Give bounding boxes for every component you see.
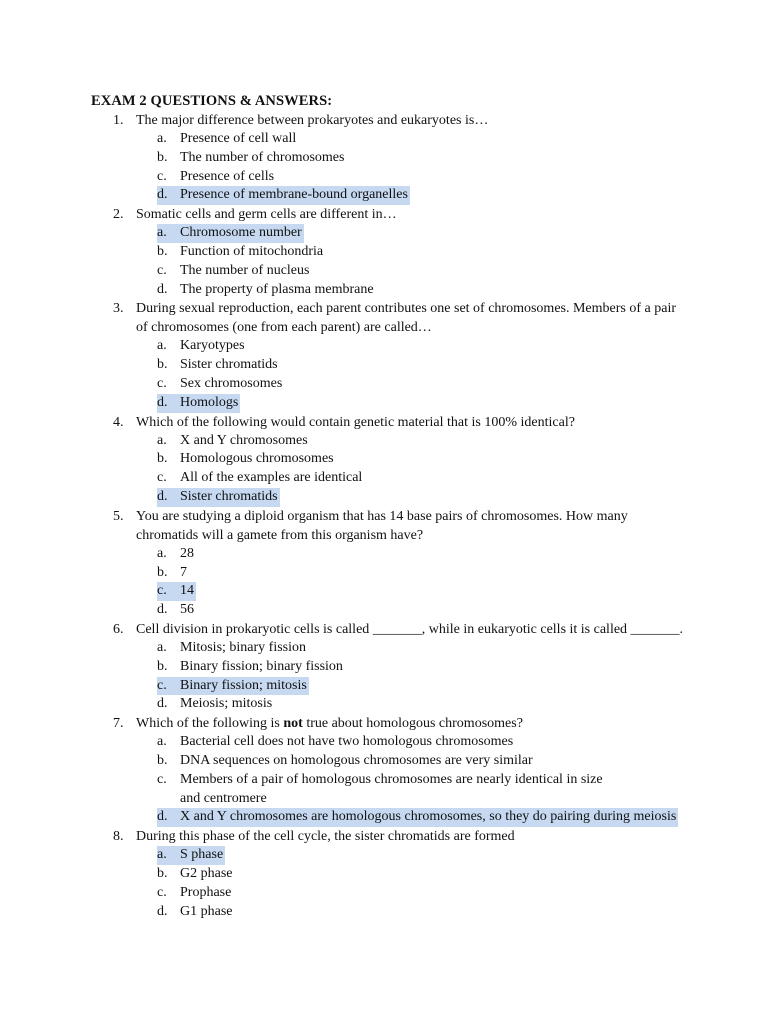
- option-letter: c.: [157, 470, 167, 486]
- option-a: [157, 733, 713, 752]
- option-letter: a.: [157, 225, 167, 241]
- option-d: [157, 903, 713, 922]
- question-number: 4.: [113, 414, 124, 430]
- option-text: The property of plasma membrane: [180, 281, 374, 297]
- question-4: [113, 413, 713, 507]
- option-b: [157, 149, 713, 168]
- option-text: Meiosis; mitosis: [180, 696, 273, 712]
- option-text: All of the examples are identical: [180, 470, 363, 486]
- option-letter: a.: [157, 639, 167, 655]
- option-letter: b.: [157, 451, 168, 467]
- option-letter: d.: [157, 903, 168, 919]
- option-list: [157, 337, 713, 412]
- question-text: Which of the following would contain genetic material that is 100% identical?: [136, 414, 575, 430]
- option-text: Sex chromosomes: [180, 375, 283, 391]
- option-list: [157, 432, 713, 507]
- question-number: 7.: [113, 716, 124, 732]
- option-a: [157, 130, 713, 149]
- option-a: [157, 639, 713, 658]
- question-number: 6.: [113, 621, 124, 637]
- option-text: Karyotypes: [180, 338, 245, 354]
- option-a: [157, 545, 713, 564]
- option-letter: a.: [157, 338, 167, 354]
- option-letter: d.: [157, 281, 168, 297]
- option-list: [157, 733, 713, 827]
- option-c-correct-answer: [157, 582, 713, 601]
- option-letter: d.: [157, 394, 168, 410]
- option-d-correct-answer: [157, 808, 713, 827]
- option-d-correct-answer: [157, 488, 713, 507]
- option-letter: a.: [157, 847, 167, 863]
- option-list: [157, 130, 713, 205]
- option-letter: b.: [157, 564, 168, 580]
- option-text: Presence of cell wall: [180, 131, 297, 146]
- option-letter: d.: [157, 696, 168, 712]
- question-text: The major difference between prokaryotes and eukaryotes is…: [136, 113, 489, 128]
- option-a: [157, 337, 713, 356]
- option-letter: b.: [157, 658, 168, 674]
- option-letter: a.: [157, 432, 167, 448]
- option-a-correct-answer: [157, 846, 713, 865]
- option-text: Homologs: [180, 394, 239, 410]
- question-text: Cell division in prokaryotic cells is called _______, while in eukaryotic cells it is called _______.: [136, 621, 684, 637]
- question-text: During this phase of the cell cycle, the sister chromatids are formed: [136, 829, 515, 845]
- question-text-emphasis: not: [283, 716, 303, 732]
- option-c: [157, 168, 713, 187]
- option-list: [157, 545, 713, 620]
- option-text: Sister chromatids: [180, 357, 278, 373]
- option-text: Sister chromatids: [180, 488, 278, 504]
- option-text: 7: [180, 564, 187, 580]
- option-text: Presence of cells: [180, 168, 275, 184]
- option-text: Function of mitochondria: [180, 243, 324, 259]
- question-2: [113, 205, 713, 299]
- question-text: You are studying a diploid organism that has 14 base pairs of chromosomes. How many chromatids will a gamete from this organism have?: [136, 508, 628, 543]
- question-number: 1.: [113, 113, 124, 128]
- question-number: 2.: [113, 207, 124, 223]
- question-list: [113, 111, 713, 921]
- option-list: [157, 846, 713, 921]
- question-3: [113, 299, 713, 412]
- option-a: [157, 432, 713, 451]
- option-letter: d.: [157, 602, 168, 618]
- question-text: [136, 714, 691, 733]
- option-text: Prophase: [180, 884, 232, 900]
- option-c-correct-answer: [157, 677, 713, 696]
- option-d: [157, 601, 713, 620]
- option-text: Binary fission; binary fission: [180, 658, 343, 674]
- option-letter: c.: [157, 677, 167, 693]
- option-b: [157, 865, 713, 884]
- option-letter: c.: [157, 583, 167, 599]
- option-letter: c.: [157, 771, 167, 787]
- question-text: During sexual reproduction, each parent contributes one set of chromosomes. Members of a pair of chromosomes (one from each parent) are called…: [136, 301, 676, 336]
- option-letter: a.: [157, 734, 167, 750]
- question-number: 5.: [113, 508, 124, 524]
- option-b: [157, 564, 713, 583]
- option-text: Homologous chromosomes: [180, 451, 334, 467]
- option-text: 28: [180, 545, 194, 561]
- option-text: Chromosome number: [180, 225, 302, 241]
- option-letter: b.: [157, 357, 168, 373]
- option-text: The number of chromosomes: [180, 149, 345, 165]
- question-text-part: Which of the following is: [136, 716, 284, 732]
- option-letter: d.: [157, 187, 168, 203]
- option-text: Members of a pair of homologous chromosomes are nearly identical in size and centromere: [180, 771, 603, 806]
- option-text: The number of nucleus: [180, 262, 310, 278]
- exam-heading: EXAM 2 QUESTIONS & ANSWERS:: [91, 93, 333, 109]
- question-number: 3.: [113, 301, 124, 317]
- option-list: [157, 639, 713, 714]
- option-letter: c.: [157, 375, 167, 391]
- option-letter: b.: [157, 243, 168, 259]
- option-text: X and Y chromosomes: [180, 432, 308, 448]
- option-text: Mitosis; binary fission: [180, 639, 307, 655]
- question-7: [113, 714, 713, 827]
- option-b: [157, 658, 713, 677]
- option-text: X and Y chromosomes are homologous chromosomes, so they do pairing during meiosis: [180, 809, 677, 825]
- question-text: Somatic cells and germ cells are different in…: [136, 207, 397, 223]
- option-letter: d.: [157, 488, 168, 504]
- question-8: [113, 827, 713, 921]
- option-text: G2 phase: [180, 865, 233, 881]
- option-c: [157, 771, 713, 809]
- option-b: [157, 450, 713, 469]
- option-c: [157, 375, 713, 394]
- option-letter: b.: [157, 149, 168, 165]
- option-text: Presence of membrane-bound organelles: [180, 187, 408, 203]
- option-c: [157, 469, 713, 488]
- option-letter: a.: [157, 131, 167, 146]
- option-letter: c.: [157, 884, 167, 900]
- option-text: 56: [180, 602, 194, 618]
- option-text: 14: [180, 583, 194, 599]
- option-text: DNA sequences on homologous chromosomes are very similar: [180, 752, 533, 768]
- option-d: [157, 281, 713, 300]
- option-text: Binary fission; mitosis: [180, 677, 307, 693]
- option-letter: a.: [157, 545, 167, 561]
- question-5: [113, 507, 713, 620]
- option-b: [157, 243, 713, 262]
- question-text-part: true about homologous chromosomes?: [302, 716, 523, 732]
- option-d-correct-answer: [157, 394, 713, 413]
- option-b: [157, 356, 713, 375]
- option-letter: b.: [157, 865, 168, 881]
- option-d-correct-answer: [157, 186, 713, 205]
- option-c: [157, 884, 713, 903]
- option-text: S phase: [180, 847, 224, 863]
- option-text: G1 phase: [180, 903, 233, 919]
- option-letter: c.: [157, 168, 167, 184]
- option-c: [157, 262, 713, 281]
- option-letter: c.: [157, 262, 167, 278]
- option-d: [157, 695, 713, 714]
- question-number: 8.: [113, 829, 124, 845]
- option-text: Bacterial cell does not have two homologous chromosomes: [180, 734, 514, 750]
- option-letter: b.: [157, 752, 168, 768]
- question-1: [113, 111, 713, 205]
- option-b: [157, 752, 713, 771]
- option-letter: d.: [157, 809, 168, 825]
- option-a-correct-answer: [157, 224, 713, 243]
- option-list: [157, 224, 713, 299]
- question-6: [113, 620, 713, 714]
